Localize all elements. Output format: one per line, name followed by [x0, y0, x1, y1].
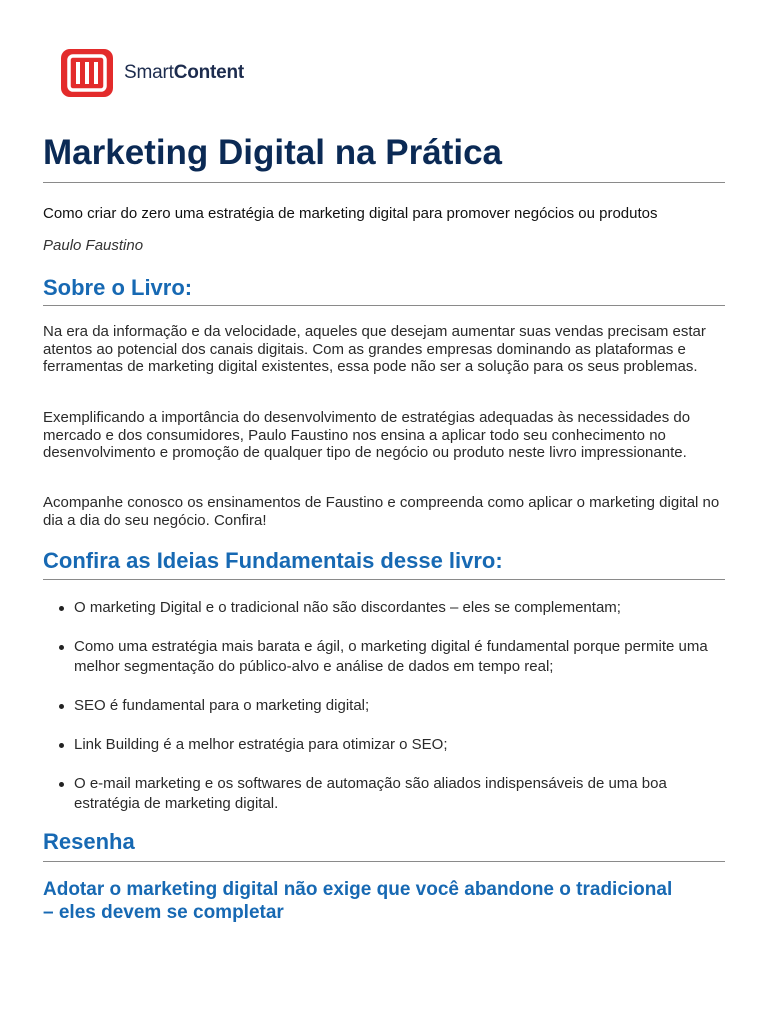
sobre-heading: Sobre o Livro:	[43, 275, 193, 300]
ideias-divider	[43, 579, 725, 580]
sobre-paragraph-1: Na era da informação e da velocidade, aqueles que desejam aumentar suas vendas precisam estar atentos ao potencial dos canais digitais. Com as grandes empresas dominando as plataformas e ferramentas de marketing digital existentes, essa pode não ser a solução para os seus problemas.	[43, 323, 706, 375]
logo-text-bold: Content	[173, 62, 245, 83]
book-subtitle: Como criar do zero uma estratégia de marketing digital para promover negócios ou produtos	[43, 205, 658, 222]
list-item	[43, 637, 725, 677]
bullet-icon	[59, 782, 64, 787]
resenha-divider	[43, 861, 725, 862]
logo-text-light: Smart	[124, 62, 174, 83]
book-author: Paulo Faustino	[43, 237, 144, 254]
sobre-divider	[43, 305, 725, 306]
bullet-icon	[59, 645, 64, 650]
list-item-text: O marketing Digital e o tradicional não são discordantes – eles se complementam;	[74, 599, 621, 616]
smartcontent-logo-mark-icon	[60, 48, 114, 98]
ideias-list	[43, 598, 725, 833]
book-title: Marketing Digital na Prática	[43, 133, 503, 172]
list-item-text: Link Building é a melhor estratégia para otimizar o SEO;	[74, 736, 448, 753]
list-item	[43, 774, 725, 814]
list-item	[43, 598, 725, 618]
resenha-heading: Resenha	[43, 829, 135, 854]
list-item-text: Como uma estratégia mais barata e ágil, o marketing digital é fundamental porque permite uma melhor segmentação do público-alvo e análise de dados em tempo real;	[74, 638, 708, 675]
list-item-text: SEO é fundamental para o marketing digital;	[74, 697, 370, 714]
bullet-icon	[59, 743, 64, 748]
sobre-paragraph-2: Exemplificando a importância do desenvolvimento de estratégias adequadas às necessidades do mercado e dos consumidores, Paulo Faustino nos ensina a aplicar todo seu conhecimento no desenvolvimento e promoção de qualquer tipo de negócio ou produto neste livro impressionante.	[43, 409, 691, 461]
ideias-heading: Confira as Ideias Fundamentais desse livro:	[43, 548, 503, 573]
bullet-icon	[59, 606, 64, 611]
resenha-subheading: Adotar o marketing digital não exige que você abandone o tradicional – eles devem se completar	[43, 879, 673, 923]
smartcontent-logo	[60, 48, 244, 98]
bullet-icon	[59, 704, 64, 709]
list-item-text: O e-mail marketing e os softwares de automação são aliados indispensáveis de uma boa estratégia de marketing digital.	[74, 775, 667, 812]
list-item	[43, 735, 725, 755]
list-item	[43, 696, 725, 716]
sobre-paragraph-3: Acompanhe conosco os ensinamentos de Faustino e compreenda como aplicar o marketing digital no dia a dia do seu negócio. Confira!	[43, 494, 720, 529]
logo-wordmark	[124, 62, 244, 84]
title-divider	[43, 182, 725, 183]
